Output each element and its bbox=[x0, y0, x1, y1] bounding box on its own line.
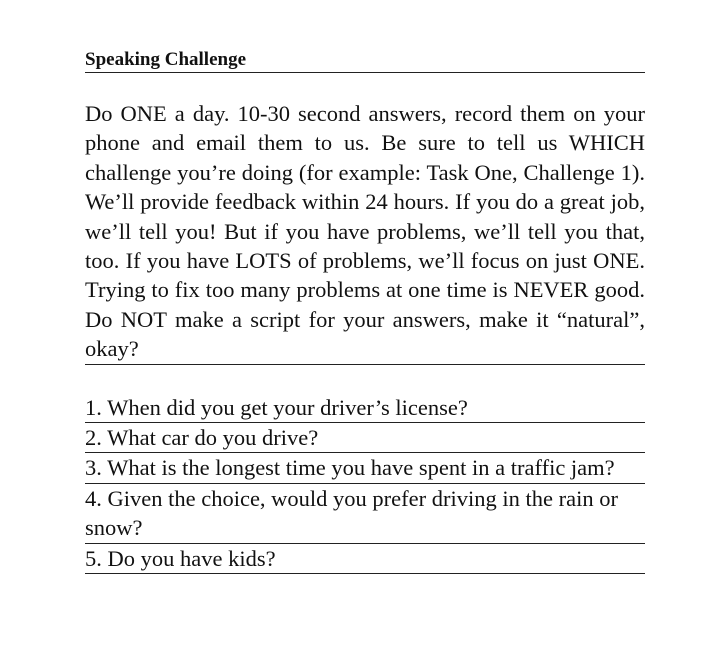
question-item: 2. What car do you drive? bbox=[85, 423, 645, 453]
question-item: 3. What is the longest time you have spent in a traffic jam? bbox=[85, 453, 645, 483]
page-title: Speaking Challenge bbox=[85, 48, 645, 73]
instructions-paragraph: Do ONE a day. 10-30 second answers, record them on your phone and email them to us. Be sure to tell us WHICH challenge you’re doing (for example: Task One, Challenge 1). We’ll provide feedback within 24 hours. If you do a great job, we’ll tell you! But if you have problems, we’ll tell you that, too. If you have LOTS of problems, we’ll focus on just ONE. Trying to fix too many problems at one time is NEVER good. Do NOT make a script for your answers, make it “natural”, okay? bbox=[85, 99, 645, 365]
document-page bbox=[85, 48, 645, 574]
question-item: 1. When did you get your driver’s license? bbox=[85, 393, 645, 423]
question-item: 5. Do you have kids? bbox=[85, 544, 645, 574]
question-item: 4. Given the choice, would you prefer driving in the rain or snow? bbox=[85, 484, 645, 544]
question-list bbox=[85, 393, 645, 574]
